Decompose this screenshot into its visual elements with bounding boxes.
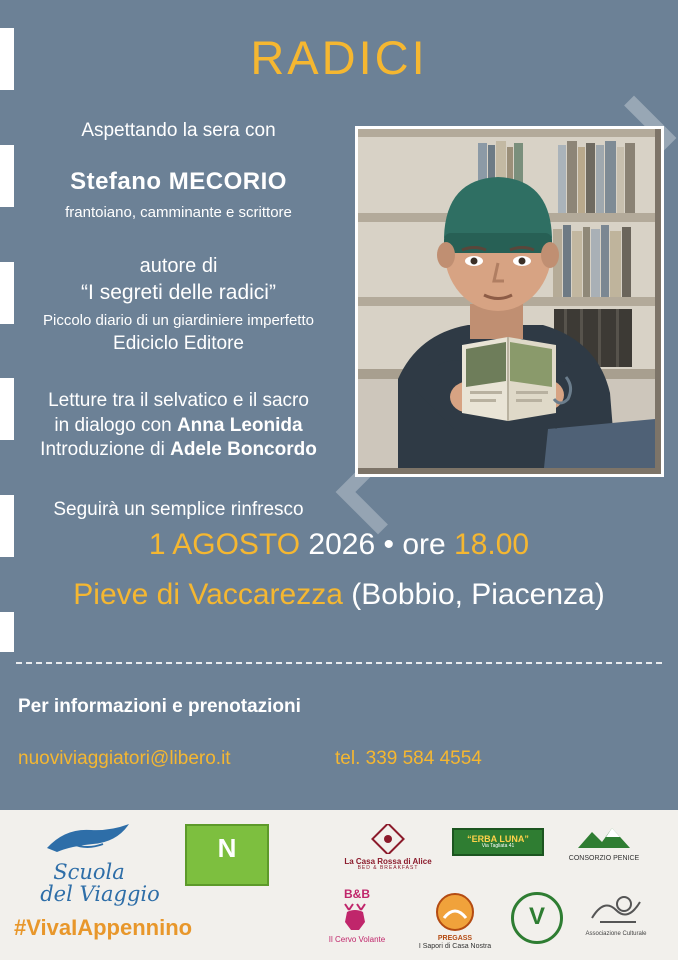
- publisher: Ediciclo Editore: [113, 333, 244, 354]
- guest-name: Stefano MECORIO: [70, 168, 287, 195]
- logo-casa-rossa: [336, 824, 440, 872]
- author-of-label: autore di: [139, 255, 218, 277]
- readings-line-2: [26, 414, 331, 439]
- intro-text: Aspettando la sera con: [81, 120, 276, 141]
- decorative-notch: [0, 378, 14, 440]
- circle-hands-icon: [432, 892, 478, 932]
- logo-erba-luna: [452, 828, 544, 856]
- veg-circle-icon: [511, 892, 563, 944]
- dashed-divider: [16, 662, 662, 664]
- logo-veg-badge: [506, 892, 568, 944]
- bird-icon: [43, 822, 135, 856]
- logo-erba-luna-sub: Via Tagliata 41: [481, 843, 515, 850]
- guest-role: frantoiano, camminante e scrittore: [65, 204, 292, 221]
- place-highlight: Pieve di Vaccarezza: [73, 578, 343, 611]
- logo-n-green: [185, 824, 269, 886]
- decorative-notch: [0, 262, 14, 324]
- contact-phone[interactable]: tel. 339 584 4554: [335, 748, 482, 769]
- dialog-person: Anna Leonida: [176, 414, 303, 436]
- logo-casa-rossa-name: La Casa Rossa di Alice: [344, 857, 432, 867]
- date-highlight: 1 AGOSTO: [148, 528, 301, 561]
- logo-n-letter: N: [217, 833, 237, 863]
- intro-person: Adele Boncordo: [170, 439, 317, 461]
- event-place: [0, 578, 678, 612]
- logo-consorzio-penice: [556, 824, 652, 863]
- decorative-notch: [0, 145, 14, 207]
- scuola-line-1: Scuola: [53, 860, 125, 884]
- logo-casa-rossa-sub: BED & BREAKFAST: [357, 865, 419, 872]
- mountain-icon: [576, 824, 632, 852]
- book-subtitle: Piccolo diario di un giardiniere imperfetto: [43, 312, 314, 329]
- event-date: [0, 528, 678, 562]
- date-rest: 2026 • ore: [308, 528, 455, 561]
- diamond-house-icon: [371, 824, 405, 854]
- readings-block: [26, 389, 331, 463]
- scuola-line-2: del Viaggio: [40, 882, 160, 907]
- event-details: [26, 120, 331, 521]
- logo-ponte-gobbo-name: Associazione Culturale: [585, 931, 647, 938]
- intro-label: Introduzione di: [40, 439, 171, 461]
- logo-ponte-gobbo: [574, 888, 658, 938]
- refreshment-note: Seguirà un semplice rinfresco: [53, 499, 304, 521]
- dialog-label: in dialogo con: [54, 414, 177, 436]
- readings-line-3: [26, 438, 331, 463]
- photo-illustration: [358, 129, 655, 468]
- logo-pregasso: [412, 892, 498, 951]
- deer-icon: [337, 902, 377, 932]
- logo-pregasso-sub: I Sapori di Casa Nostra: [418, 943, 492, 951]
- speaker-photo: [355, 126, 664, 477]
- veg-letter: V: [528, 903, 545, 930]
- place-rest: (Bobbio, Piacenza): [351, 578, 605, 611]
- time-highlight: 18.00: [454, 528, 530, 561]
- logo-erba-luna-name: “ERBA LUNA”: [467, 834, 529, 844]
- book-title: “I segreti delle radici”: [81, 281, 276, 304]
- info-heading: Per informazioni e prenotazioni: [18, 696, 301, 717]
- logo-cervo-name: Il Cervo Volante: [328, 934, 386, 944]
- decorative-notch: [0, 612, 14, 652]
- logo-cervo-bb: B&B: [344, 887, 370, 901]
- readings-line-1: Letture tra il selvatico e il sacro: [48, 390, 309, 411]
- logo-pregasso-name: PREGASS: [437, 935, 473, 943]
- campaign-hashtag: #VivaIAppennino: [14, 915, 193, 940]
- sponsor-footer: [0, 810, 678, 960]
- logo-consorzio-penice-name: CONSORZIO PENICE: [568, 855, 640, 863]
- logo-cervo-volante: [312, 888, 402, 944]
- contact-email[interactable]: nuoviviaggiatori@libero.it: [18, 748, 231, 769]
- scuola-del-viaggio-logo: [14, 822, 164, 905]
- page-title: RADICI: [250, 31, 428, 84]
- bridge-icon: [590, 888, 642, 928]
